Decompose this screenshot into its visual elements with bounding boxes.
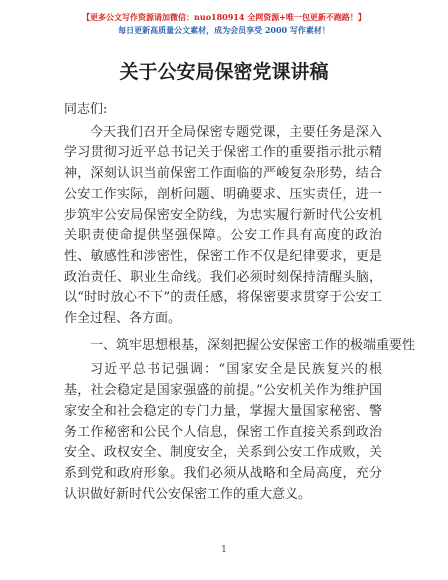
paragraph-section-1: 习近平总书记强调：“国家安全是民族复兴的根基，社会稳定是国家强盛的前提。”公安机关作为维护国家安全和社会稳定的专门力量，掌握大量国家秘密、警务工作秘密和公民个人信息，保密工作直接关系到政治安全、政权安全、制度安全，关系到公安工作成败，关系到党和政府形象。我们必须从战略和全局高度，充分认识做好新时代公安保密工作的重大意义。 (64, 362, 382, 502)
promo-banner-top: 【更多公文写作资源请加微信：nuo180914 全网资源+唯一包更新不跑路！】 (82, 12, 366, 22)
promo-banner-sub: 每日更新高质量公文素材，成为会员享受 2000 写作素材！ (118, 25, 330, 35)
document-body (64, 100, 416, 505)
page-number: 1 (221, 545, 227, 555)
paragraph-intro: 今天我们召开全局保密专题党课，主要任务是深入学习贯彻习近平总书记关于保密工作的重要指示批示精神，深刻认识当前保密工作面临的严峻复杂形势，结合公安工作实际，剖析问题、明确要求、压实责任，进一步筑牢公安局保密安全防线，为忠实履行新时代公安机关职责使命提供坚强保障。公安工作具有高度的政治性、敏感性和涉密性，保密工作不仅是纪律要求，更是政治责任、职业生命线。我们必须时刻保持清醒头脑，以“时时放心不下”的责任感，将保密要求贯穿于公安工作全过程、各方面。 (64, 124, 382, 327)
document-title: 关于公安局保密党课讲稿 (119, 61, 329, 83)
section-heading-1: 一、筑牢思想根基，深刻把握公安保密工作的极端重要性 (90, 337, 416, 353)
salutation: 同志们: (64, 102, 108, 117)
